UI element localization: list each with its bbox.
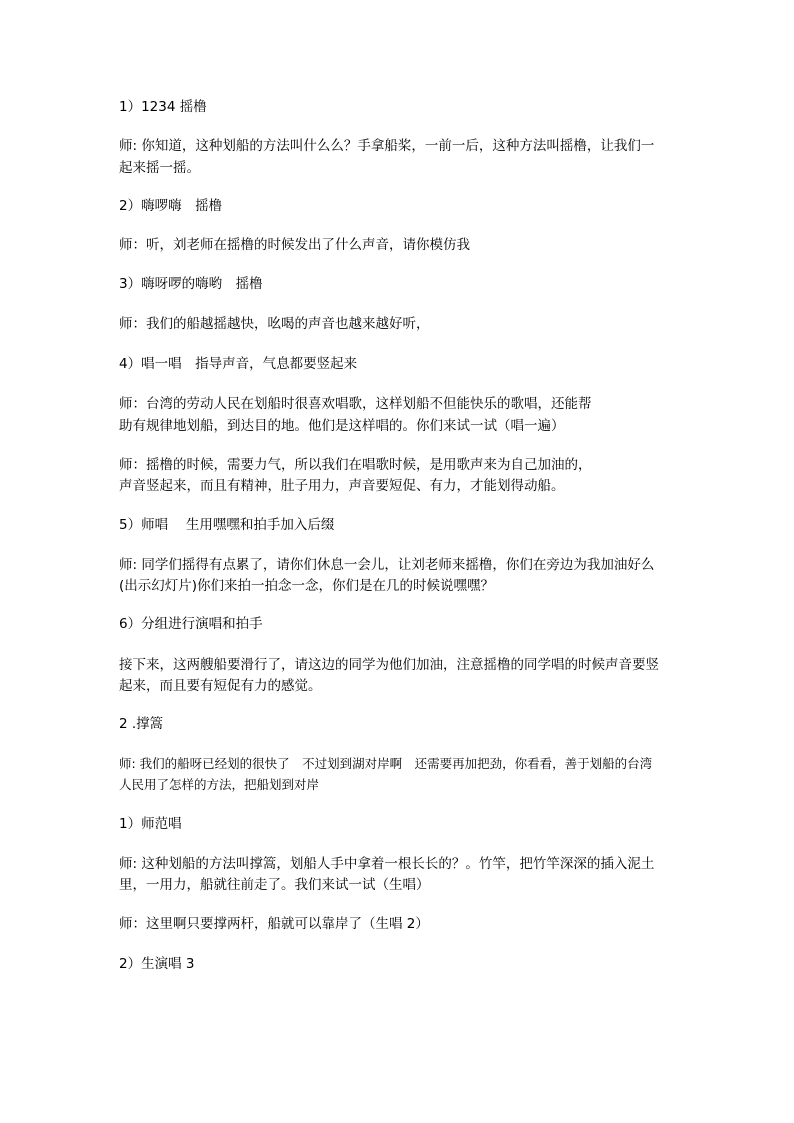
paragraph-line: 师: 你知道，这种划船的方法叫什么么？手拿船桨，一前一后，这种方法叫摇橹，让我们一 (119, 138, 655, 154)
heading-2-yanchang: 2）生演唱 3 (119, 956, 195, 972)
paragraph-line: 助有规律地划船，到达目的地。他们是这样唱的。你们来试一试（唱一遍） (119, 418, 565, 434)
paragraph-line: 起来摇一摇。 (119, 160, 200, 176)
paragraph-line: 师: 同学们摇得有点累了，请你们休息一会儿，让刘老师来摇橹，你们在旁边为我加油好么 (119, 557, 655, 573)
paragraph-line: 师：我们的船越摇越快，吆喝的声音也越来越好听， (119, 316, 430, 332)
heading-3: 3）嗨呀啰的嗨哟 摇橹 (119, 276, 263, 292)
paragraph-line: 师: 我们的船呀已经划的很快了 不过划到湖对岸啊 还需要再加把劲，你看看，善于划船的台湾 (119, 756, 653, 771)
paragraph-line: 声音竖起来，而且有精神，肚子用力，声音要短促、有力，才能划得动船。 (119, 478, 565, 494)
heading-1-fanchang: 1）师范唱 (119, 816, 182, 832)
heading-4: 4）唱一唱 指导声音，气息都要竖起来 (119, 356, 358, 372)
paragraph-line: 师：听，刘老师在摇橹的时候发出了什么声音，请你模仿我 (119, 237, 470, 253)
paragraph-line: (出示幻灯片)你们来拍一拍念一念，你们是在几的时候说嘿嘿？ (119, 578, 495, 594)
heading-1234: 1）1234 摇橹 (119, 99, 207, 115)
heading-2: 2）嗨啰嗨 摇橹 (119, 198, 223, 214)
heading-5: 5）师唱 生用嘿嘿和拍手加入后缀 (119, 517, 335, 533)
paragraph-line: 师：摇橹的时候，需要力气，所以我们在唱歌时候，是用歌声来为自己加油的， (119, 457, 592, 473)
paragraph-line: 人民用了怎样的方法，把船划到对岸 (119, 777, 320, 792)
paragraph-line: 里，一用力，船就往前走了。我们来试一试（生唱） (119, 877, 430, 893)
paragraph-line: 师：台湾的劳动人民在划船时很喜欢唱歌，这样划船不但能快乐的歌唱，还能帮 (119, 396, 592, 412)
paragraph-line: 接下来，这两艘船要滑行了，请这边的同学为他们加油，注意摇橹的同学唱的时候声音要竖 (119, 657, 659, 673)
section-heading-chenggao: 2 .撑篙 (119, 716, 164, 732)
paragraph-line: 师: 这种划船的方法叫撑篙，划船人手中拿着一根长长的？。竹竿，把竹竿深深的插入泥土 (119, 856, 655, 872)
heading-6: 6）分组进行演唱和拍手 (119, 616, 263, 632)
paragraph-line: 师：这里啊只要撑两杆，船就可以靠岸了（生唱 2） (119, 916, 429, 932)
paragraph-line: 起来，而且要有短促有力的感觉。 (119, 678, 322, 694)
